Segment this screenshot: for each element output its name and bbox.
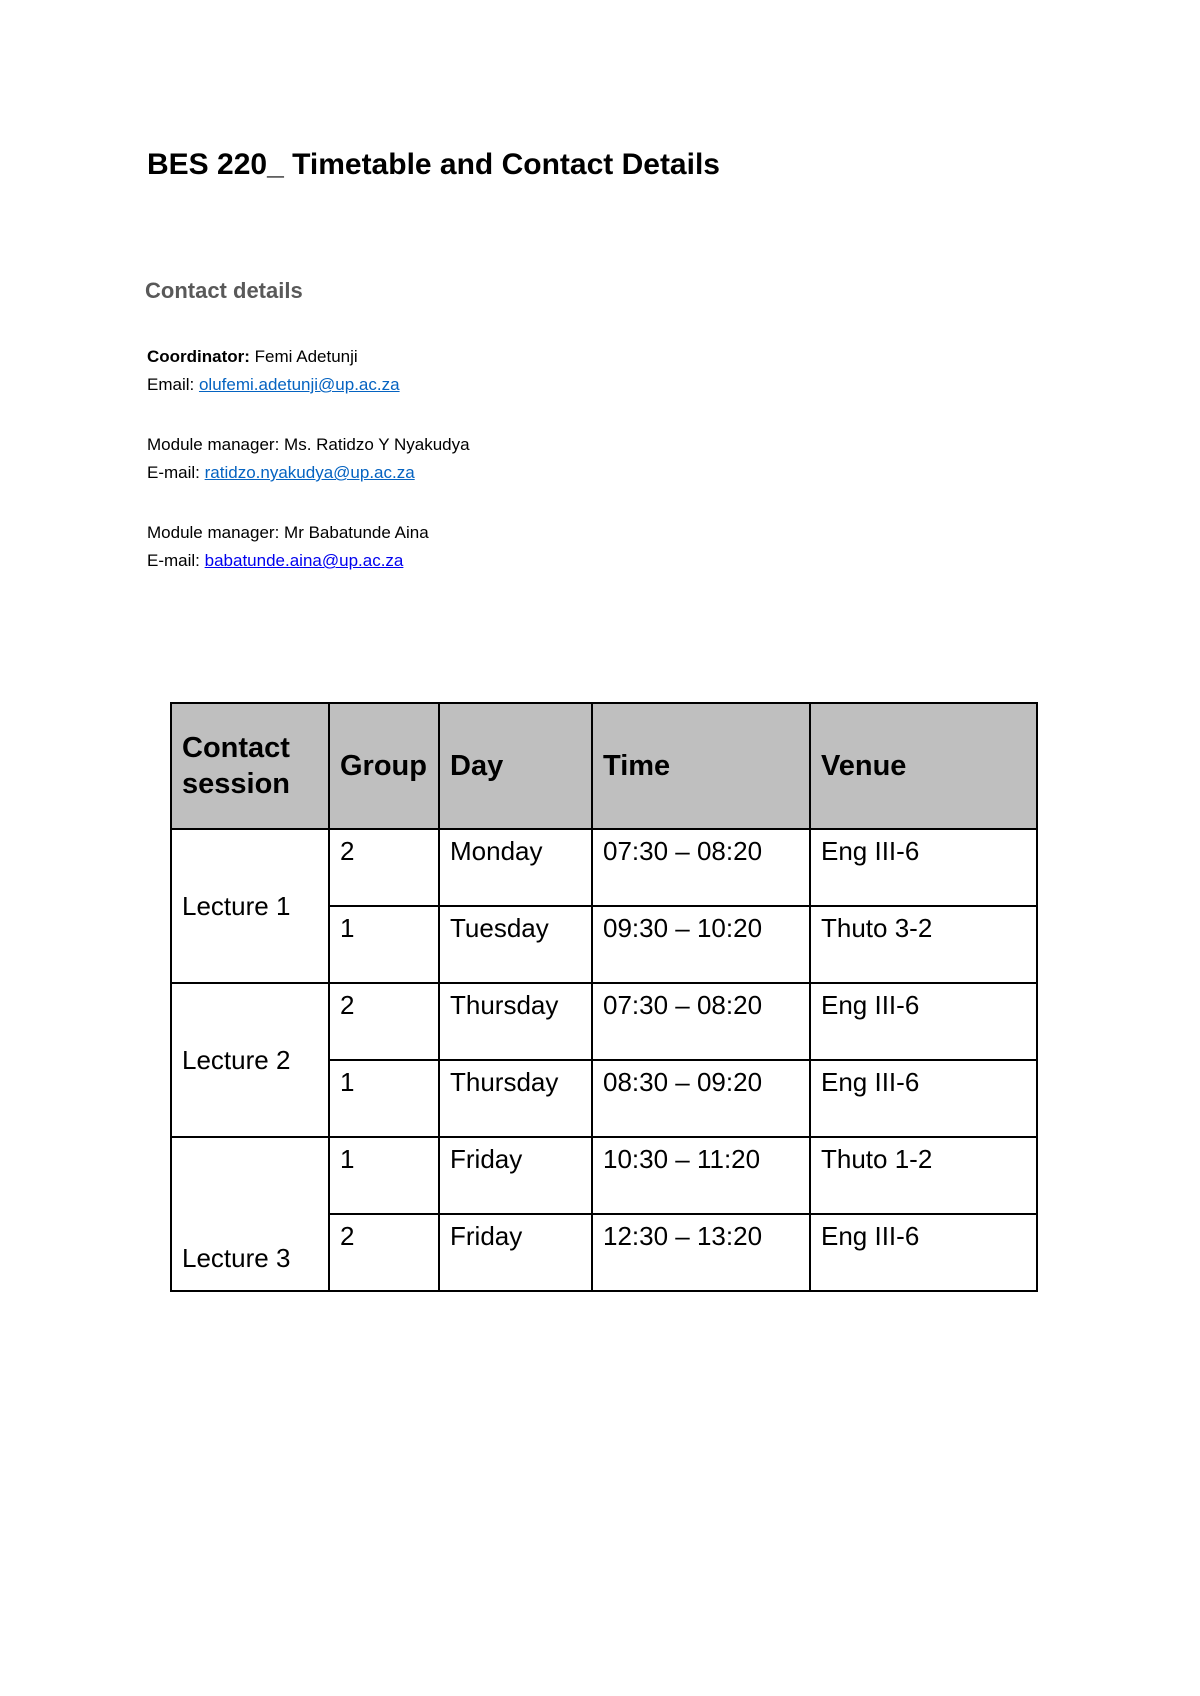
timetable-header-row	[171, 703, 1037, 829]
module-manager-2-line	[147, 522, 429, 544]
day-cell: Monday	[439, 829, 592, 906]
module-manager-2-label: Module manager:	[147, 523, 280, 542]
page-title: BES 220_ Timetable and Contact Details	[147, 148, 720, 181]
group-cell: 2	[329, 1214, 439, 1291]
group-cell: 1	[329, 906, 439, 983]
header-time: Time	[592, 703, 810, 829]
header-group: Group	[329, 703, 439, 829]
day-cell: Thursday	[439, 983, 592, 1060]
session-cell: Lecture 2	[171, 983, 329, 1137]
module-manager-2-email-line	[147, 550, 403, 572]
venue-cell: Eng III-6	[810, 1060, 1037, 1137]
module-manager-1-name: Ms. Ratidzo Y Nyakudya	[284, 435, 470, 454]
time-cell: 07:30 – 08:20	[592, 983, 810, 1060]
module-manager-2-email-label: E-mail:	[147, 551, 200, 570]
module-manager-2-email-link[interactable]: babatunde.aina@up.ac.za	[204, 551, 404, 570]
contact-details-heading: Contact details	[145, 278, 303, 303]
venue-cell: Thuto 3-2	[810, 906, 1037, 983]
group-cell: 1	[329, 1060, 439, 1137]
time-cell: 12:30 – 13:20	[592, 1214, 810, 1291]
time-cell: 10:30 – 11:20	[592, 1137, 810, 1214]
session-cell: Lecture 1	[171, 829, 329, 983]
coordinator-line	[147, 346, 358, 368]
module-manager-1-email-label: E-mail:	[147, 463, 200, 482]
venue-cell: Eng III-6	[810, 829, 1037, 906]
day-cell: Thursday	[439, 1060, 592, 1137]
coordinator-name: Femi Adetunji	[254, 347, 358, 366]
group-cell: 1	[329, 1137, 439, 1214]
header-venue: Venue	[810, 703, 1037, 829]
venue-cell: Thuto 1-2	[810, 1137, 1037, 1214]
time-cell: 07:30 – 08:20	[592, 829, 810, 906]
day-cell: Friday	[439, 1214, 592, 1291]
coordinator-email-link[interactable]: olufemi.adetunji@up.ac.za	[198, 375, 400, 394]
module-manager-1-line	[147, 434, 470, 456]
group-cell: 2	[329, 983, 439, 1060]
time-cell: 09:30 – 10:20	[592, 906, 810, 983]
time-cell: 08:30 – 09:20	[592, 1060, 810, 1137]
table-row	[171, 983, 1037, 1060]
module-manager-1-email-link[interactable]: ratidzo.nyakudya@up.ac.za	[204, 463, 415, 482]
table-row	[171, 1137, 1037, 1214]
coordinator-label: Coordinator:	[147, 347, 250, 366]
coordinator-email-line	[147, 374, 400, 396]
module-manager-1-label: Module manager:	[147, 435, 280, 454]
timetable	[170, 702, 1038, 1292]
day-cell: Tuesday	[439, 906, 592, 983]
venue-cell: Eng III-6	[810, 983, 1037, 1060]
header-day: Day	[439, 703, 592, 829]
group-cell: 2	[329, 829, 439, 906]
venue-cell: Eng III-6	[810, 1214, 1037, 1291]
module-manager-2-name: Mr Babatunde Aina	[284, 523, 429, 542]
day-cell: Friday	[439, 1137, 592, 1214]
module-manager-1-email-line	[147, 462, 415, 484]
session-cell: Lecture 3	[171, 1137, 329, 1291]
table-row	[171, 829, 1037, 906]
header-contact-session: Contact session	[171, 703, 329, 829]
coordinator-email-label: Email:	[147, 375, 195, 394]
